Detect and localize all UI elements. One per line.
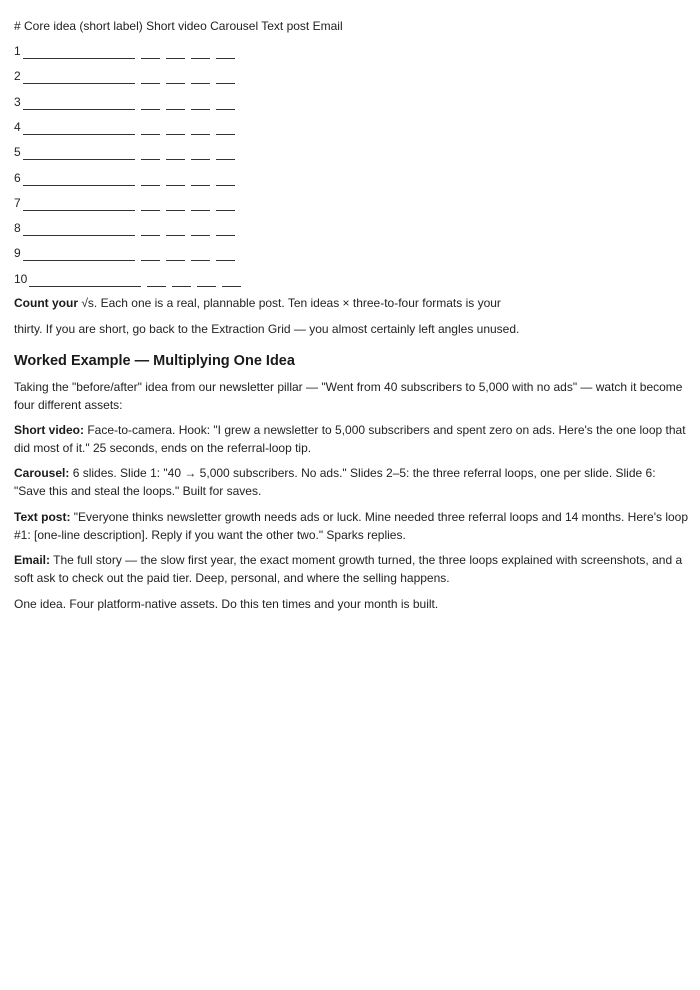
core-idea-blank[interactable] (23, 246, 135, 261)
idea-row-6 (14, 170, 235, 186)
format-check-blank[interactable] (141, 221, 160, 236)
row-number: 6 (14, 170, 21, 185)
format-check-blank[interactable] (147, 272, 166, 287)
closing-paragraph: One idea. Four platform-native assets. Do this ten times and your month is built. (14, 597, 439, 611)
format-check-blank[interactable] (216, 44, 235, 59)
core-idea-blank[interactable] (29, 272, 141, 287)
count-paragraph-line1 (14, 294, 690, 312)
format-check-blank[interactable] (166, 221, 185, 236)
format-check-blank[interactable] (141, 95, 160, 110)
asset-text: 6 slides. Slide 1: "40 → 5,000 subscribers. No ads." Slides 2–5: the three referral loops, one per slide. Slide 6: "Save this and steal the loops." Built for saves. (14, 466, 656, 498)
format-check-blank[interactable] (141, 145, 160, 160)
idea-row-9 (14, 245, 235, 261)
format-check-blank[interactable] (216, 145, 235, 160)
format-check-blank[interactable] (166, 145, 185, 160)
row-number: 5 (14, 145, 21, 160)
format-check-blank[interactable] (141, 196, 160, 211)
core-idea-blank[interactable] (23, 44, 135, 59)
row-number: 1 (14, 44, 21, 58)
idea-row-10 (14, 271, 241, 287)
idea-row-1 (14, 43, 235, 59)
worked-example-heading: Worked Example — Multiplying One Idea (14, 353, 295, 369)
row-number: 9 (14, 246, 21, 261)
core-idea-blank[interactable] (23, 95, 135, 110)
format-check-blank[interactable] (191, 246, 210, 261)
format-check-blank[interactable] (216, 171, 235, 186)
asset-text: Face-to-camera. Hook: "I grew a newsletter to 5,000 subscribers and spent zero on ads. Here's the one loop that did most of it." 25 seconds, ends on the referral-loop tip. (14, 423, 686, 455)
asset-email (14, 551, 690, 587)
format-check-blank[interactable] (166, 95, 185, 110)
asset-label: Short video: (14, 423, 85, 437)
asset-text: The full story — the slow first year, the exact moment growth turned, the three loops explained with screenshots, and a soft ask to check out the paid tier. Deep, personal, and where the selling happens. (14, 553, 683, 585)
format-check-blank[interactable] (166, 246, 185, 261)
format-check-blank[interactable] (191, 44, 210, 59)
asset-text-post (14, 508, 690, 544)
idea-row-2 (14, 68, 235, 84)
format-check-blank[interactable] (172, 272, 191, 287)
format-check-blank[interactable] (197, 272, 216, 287)
count-line1-rest: √s. Each one is a real, plannable post. Ten ideas × three-to-four formats is your (78, 296, 501, 310)
table-header: # Core idea (short label) Short video Carousel Text post Email (14, 19, 343, 33)
format-check-blank[interactable] (141, 120, 160, 135)
row-number: 3 (14, 94, 21, 109)
format-check-blank[interactable] (216, 69, 235, 84)
format-check-blank[interactable] (191, 171, 210, 186)
core-idea-blank[interactable] (23, 171, 135, 186)
row-number: 2 (14, 69, 21, 84)
idea-row-4 (14, 119, 235, 135)
asset-label: Carousel: (14, 466, 70, 480)
format-check-blank[interactable] (191, 221, 210, 236)
format-check-blank[interactable] (191, 69, 210, 84)
format-check-blank[interactable] (141, 171, 160, 186)
format-check-blank[interactable] (166, 44, 185, 59)
idea-row-5 (14, 144, 235, 160)
format-check-blank[interactable] (166, 120, 185, 135)
core-idea-blank[interactable] (23, 69, 135, 84)
format-check-blank[interactable] (141, 246, 160, 261)
format-check-blank[interactable] (216, 95, 235, 110)
format-check-blank[interactable] (216, 120, 235, 135)
asset-text: "Everyone thinks newsletter growth needs ads or luck. Mine needed three referral loops and 14 months. Here's loop #1: [one-line description]. Reply if you want the other two." Sparks replies. (14, 510, 689, 542)
core-idea-blank[interactable] (23, 145, 135, 160)
row-number: 10 (14, 271, 28, 286)
row-number: 4 (14, 119, 21, 134)
format-check-blank[interactable] (191, 120, 210, 135)
format-check-blank[interactable] (166, 171, 185, 186)
idea-row-7 (14, 195, 235, 211)
format-check-blank[interactable] (216, 221, 235, 236)
row-number: 8 (14, 221, 21, 236)
idea-row-3 (14, 94, 235, 110)
format-check-blank[interactable] (141, 44, 160, 59)
format-check-blank[interactable] (141, 69, 160, 84)
core-idea-blank[interactable] (23, 196, 135, 211)
asset-short-video (14, 421, 690, 457)
format-check-blank[interactable] (191, 196, 210, 211)
format-check-blank[interactable] (166, 69, 185, 84)
core-idea-blank[interactable] (23, 221, 135, 236)
asset-label: Text post: (14, 510, 71, 524)
format-check-blank[interactable] (191, 145, 210, 160)
format-check-blank[interactable] (222, 272, 241, 287)
intro-paragraph: Taking the "before/after" idea from our newsletter pillar — "Went from 40 subscribers to 5,000 with no ads" — watch it become four different assets: (14, 380, 683, 412)
row-number: 7 (14, 195, 21, 210)
format-check-blank[interactable] (216, 246, 235, 261)
idea-row-8 (14, 220, 235, 236)
format-check-blank[interactable] (191, 95, 210, 110)
count-bold: Count your (14, 296, 78, 310)
count-paragraph-line2: thirty. If you are short, go back to the Extraction Grid — you almost certainly left angles unused. (14, 322, 520, 336)
format-check-blank[interactable] (216, 196, 235, 211)
core-idea-blank[interactable] (23, 120, 135, 135)
format-check-blank[interactable] (166, 196, 185, 211)
asset-label: Email: (14, 553, 51, 567)
asset-carousel (14, 464, 690, 500)
